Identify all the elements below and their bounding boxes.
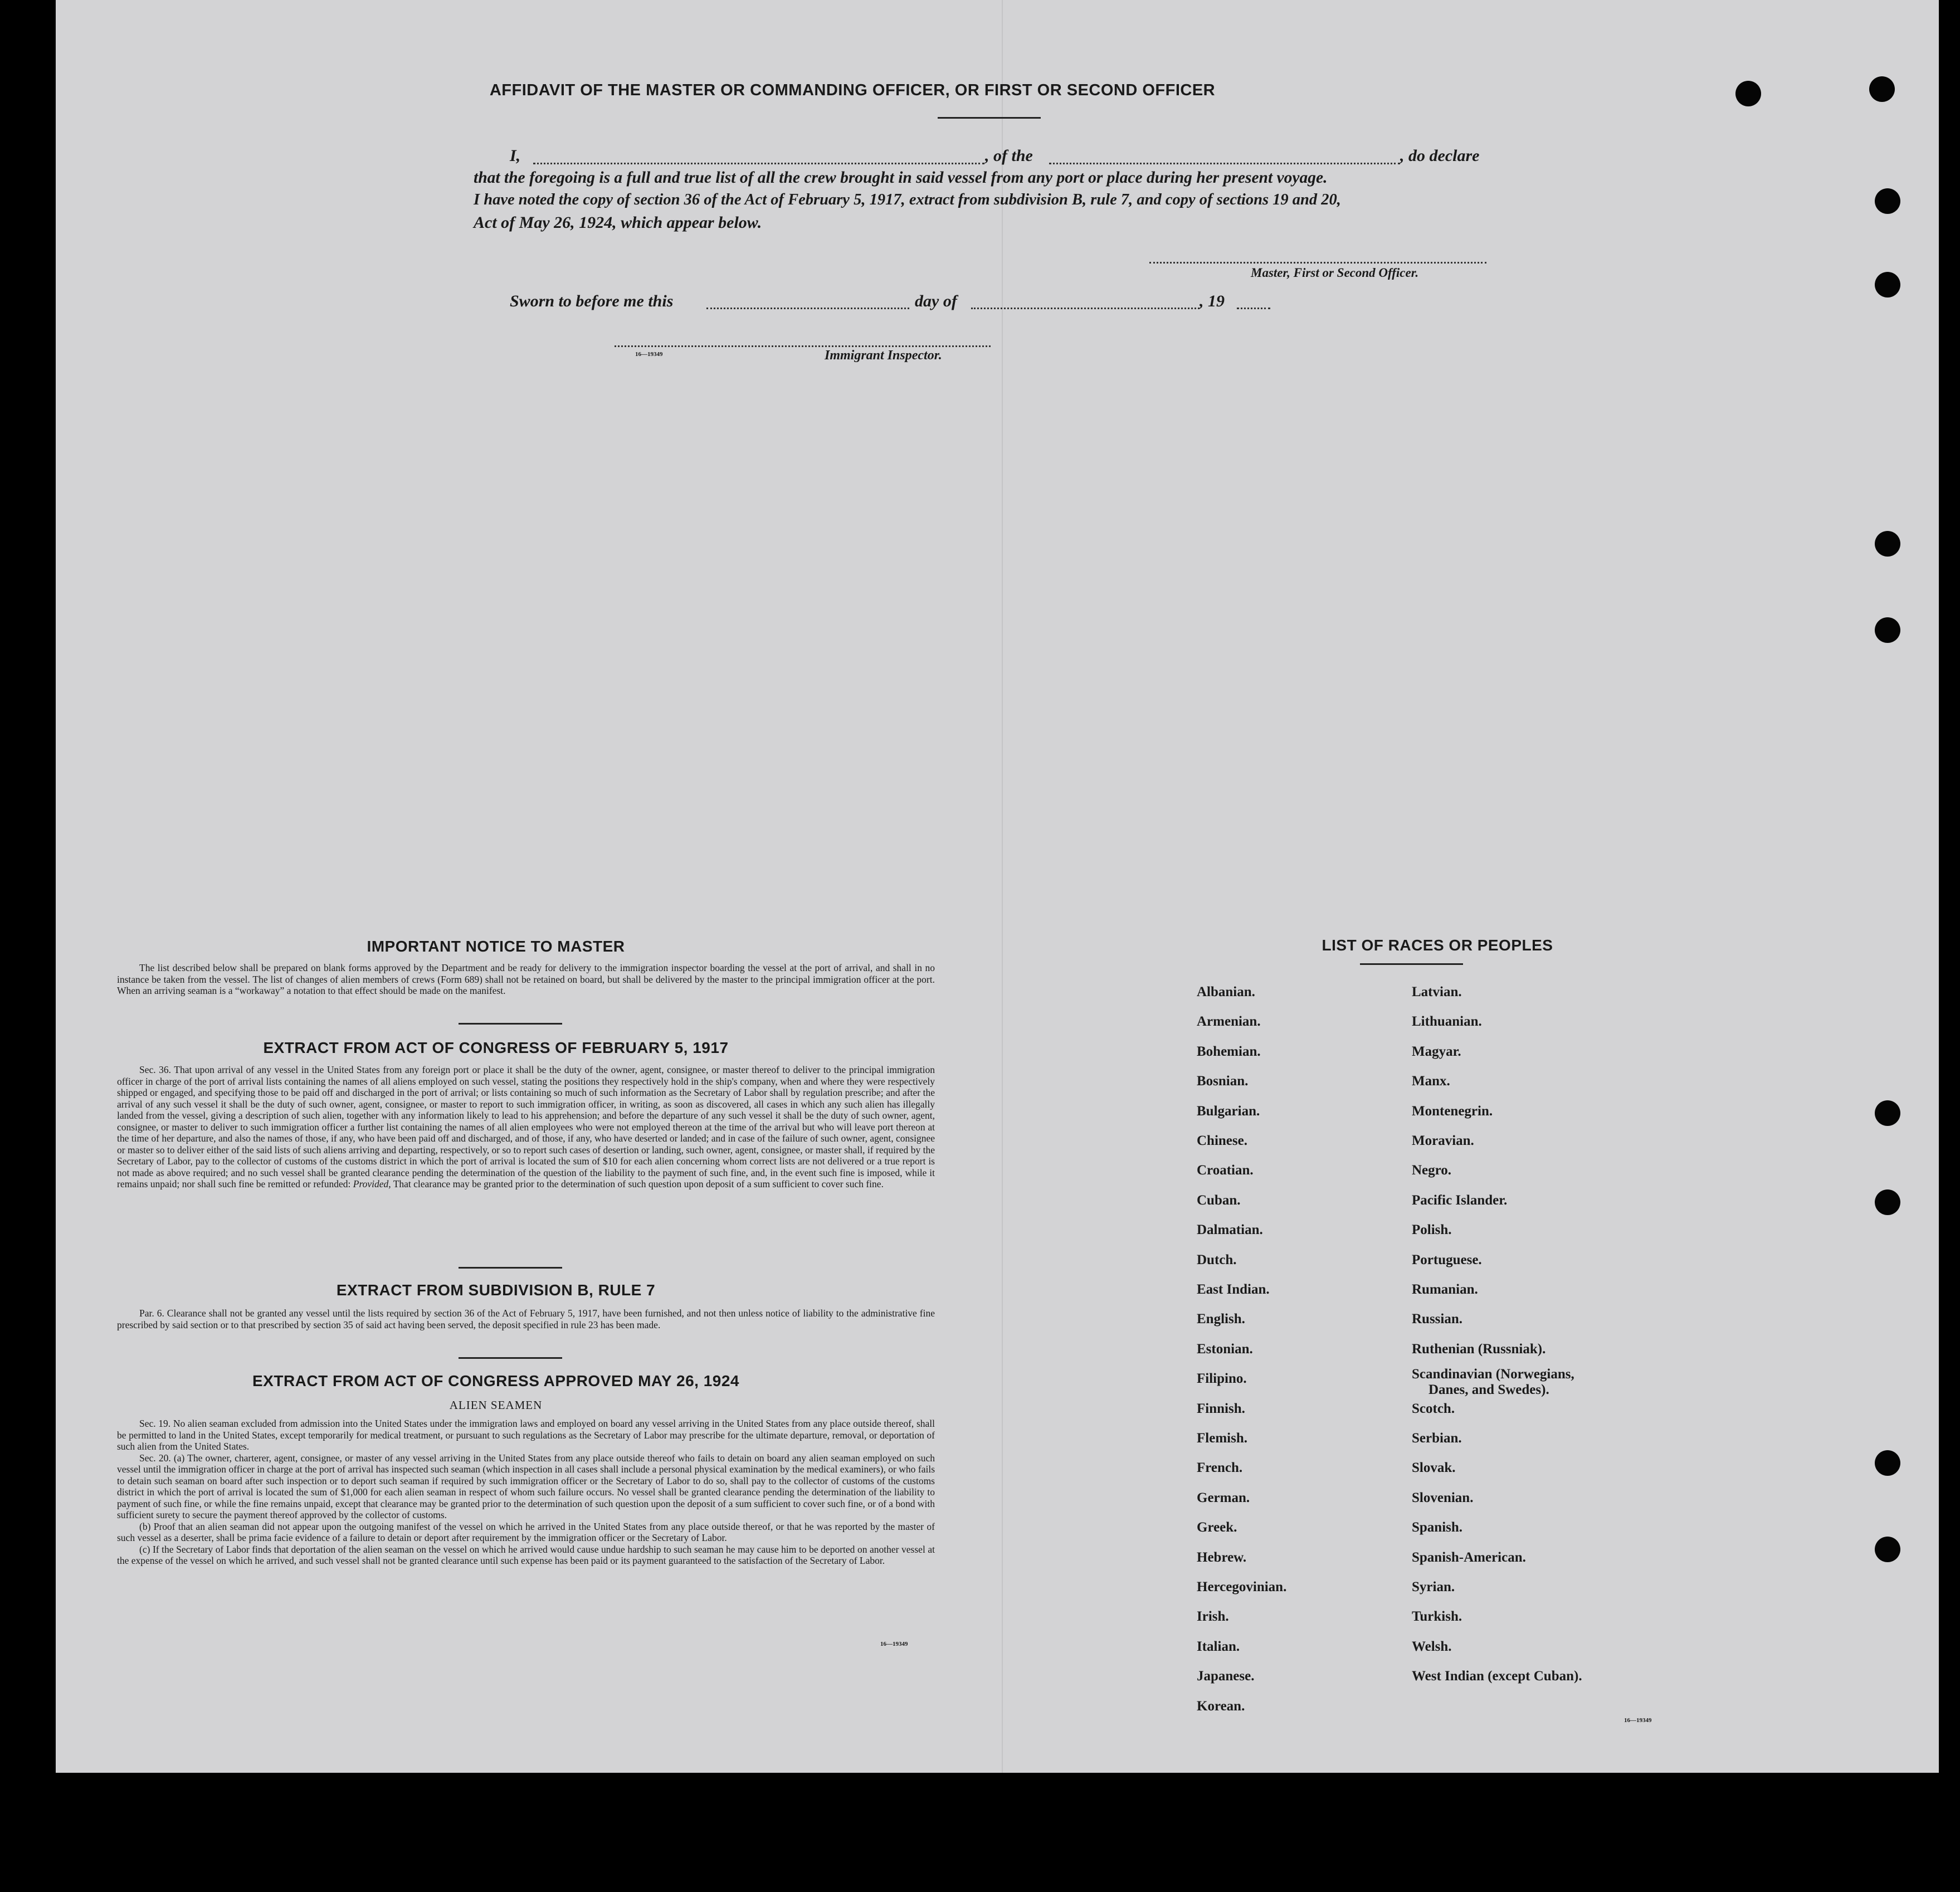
- race-item: Spanish.: [1412, 1520, 1463, 1535]
- affidavit-declare-label: , do declare: [1400, 147, 1480, 165]
- race-item: Slovenian.: [1412, 1490, 1474, 1505]
- affidavit-line-4: Act of May 26, 1924, which appear below.: [474, 213, 762, 232]
- race-item: Estonian.: [1197, 1341, 1253, 1357]
- signature-blank[interactable]: [1149, 262, 1486, 264]
- race-item: Flemish.: [1197, 1431, 1247, 1446]
- race-item: Syrian.: [1412, 1579, 1455, 1594]
- binder-hole: [1875, 1450, 1900, 1476]
- sec-19-text: Sec. 19. No alien seaman excluded from admission into the United States under the immigration laws and employed on board any vessel arriving in the United States from any place outside thereof, shall be permitted to land in the United States, except temporarily for medical treatment, or pursuant to such regulations as the Secretary of Labor may prescribe for the ultimate departure, removal, or deportation of such alien from the United States.: [117, 1418, 935, 1452]
- race-item: Scotch.: [1412, 1401, 1455, 1416]
- races-rule: [1360, 963, 1463, 965]
- extract-1924-title: EXTRACT FROM ACT OF CONGRESS APPROVED MAY 26, 1924: [252, 1372, 739, 1389]
- extract-1917-rule: [459, 1267, 562, 1269]
- race-item: Montenegrin.: [1412, 1103, 1493, 1119]
- race-item: Russian.: [1412, 1311, 1463, 1327]
- inspector-label: Immigrant Inspector.: [825, 348, 942, 363]
- binder-hole: [1875, 617, 1900, 643]
- rule7-rule: [459, 1357, 562, 1359]
- document-sheet: [56, 0, 1939, 1773]
- race-item: Polish.: [1412, 1222, 1452, 1238]
- races-title: LIST OF RACES OR PEOPLES: [1322, 937, 1553, 954]
- affidavit-form-number: 16—19349: [635, 351, 663, 358]
- race-item: Welsh.: [1412, 1639, 1452, 1654]
- race-item: Dalmatian.: [1197, 1222, 1263, 1238]
- race-item: Manx.: [1412, 1074, 1450, 1089]
- race-item: Lithuanian.: [1412, 1014, 1482, 1030]
- race-item: Danes, and Swedes).: [1428, 1382, 1549, 1398]
- race-item: Hebrew.: [1197, 1549, 1247, 1565]
- race-item: French.: [1197, 1460, 1243, 1476]
- signature-label: Master, First or Second Officer.: [1251, 266, 1419, 280]
- race-item: Bohemian.: [1197, 1043, 1261, 1059]
- race-item: Armenian.: [1197, 1014, 1261, 1030]
- race-item: Croatian.: [1197, 1163, 1254, 1178]
- race-item: East Indian.: [1197, 1282, 1270, 1297]
- name-blank[interactable]: [533, 163, 984, 164]
- race-item: Korean.: [1197, 1698, 1245, 1714]
- extract-1917-text: [117, 1064, 935, 1190]
- race-item: German.: [1197, 1490, 1250, 1505]
- extract-1917-title: EXTRACT FROM ACT OF CONGRESS OF FEBRUARY 5, 1917: [263, 1039, 729, 1056]
- race-item: Chinese.: [1197, 1133, 1247, 1148]
- race-item: English.: [1197, 1311, 1245, 1327]
- race-item: Finnish.: [1197, 1401, 1245, 1416]
- race-item: West Indian (except Cuban).: [1412, 1669, 1582, 1684]
- sec-20b-text: (b) Proof that an alien seaman did not appear upon the outgoing manifest of the vessel on which he arrived in the United States from any place outside thereof, or that he was reported by the master of such vessel as a deserter, shall be prima facie evidence of a failure to detain or deport after requirement by the immigration officer or the Secretary of Labor.: [117, 1520, 935, 1543]
- race-item: Filipino.: [1197, 1371, 1247, 1387]
- notice-rule: [459, 1023, 562, 1025]
- sworn-year-blank[interactable]: [1237, 308, 1270, 309]
- race-item: Moravian.: [1412, 1133, 1474, 1148]
- binder-hole: [1875, 188, 1900, 214]
- binder-hole: [1735, 81, 1761, 106]
- race-item: Ruthenian (Russniak).: [1412, 1341, 1546, 1357]
- sec-20a-text: Sec. 20. (a) The owner, charterer, agent, consignee, or master of any vessel arriving in the United States from any place outside thereof who fails to detain on board any alien seaman employed on such vessel until the immigration officer in charge at the port of arrival has inspected such seaman (which inspection in all cases shall include a personal physical examination by the medical examiners), or who fails to detain such seaman on board after such inspection or to deport such seaman if required by such immigration officer or the Secretary of Labor to do so, shall pay to the collector of customs of the customs district in which the port of arrival is located the sum of $1,000 for each alien seaman in respect of whom such failure occurs. No vessel shall be granted clearance pending the determination of the liability to payment of such fine, or while the fine remains unpaid, except that clearance may be granted prior to the determination of such question upon the deposit of a sum sufficient to cover such fine, or of a bond with sufficient surety to secure the payment thereof approved by the collector of customs.: [117, 1452, 935, 1520]
- affidavit-line-3: I have noted the copy of section 36 of the Act of February 5, 1917, extract from subdivision B, rule 7, and copy of sections 19 and 20,: [474, 191, 1341, 208]
- extract-form-number: 16—19349: [880, 1641, 908, 1647]
- fold-crease: [1002, 0, 1003, 1773]
- sworn-month-blank[interactable]: [971, 308, 1200, 309]
- race-item: Negro.: [1412, 1163, 1452, 1178]
- vessel-blank[interactable]: [1049, 163, 1400, 164]
- binder-hole: [1875, 1537, 1900, 1562]
- binder-hole: [1869, 76, 1895, 102]
- affidavit-title: AFFIDAVIT OF THE MASTER OR COMMANDING OFFICER, OR FIRST OR SECOND OFFICER: [489, 81, 1216, 99]
- binder-hole: [1875, 1189, 1900, 1215]
- race-item: Bulgarian.: [1197, 1103, 1260, 1119]
- race-item: Japanese.: [1197, 1669, 1255, 1684]
- binder-hole: [1875, 1100, 1900, 1126]
- provided-word: Provided,: [353, 1178, 391, 1189]
- race-item: Magyar.: [1412, 1043, 1461, 1059]
- race-item: Greek.: [1197, 1520, 1237, 1535]
- extract-1917-body: Sec. 36. That upon arrival of any vessel in the United States from any foreign port or place it shall be the duty of the owner, agent, consignee, or master thereof to deliver to the principal immigration officer in charge of the port of arrival lists containing the names of all aliens employed on such vessel, stating the positions they respectively hold in the ship's company, when and where they were respectively shipped or engaged, and specifying those to be paid off and discharged in the port of arrival; or lists containing so much of such information as the Secretary of Labor shall by regulation prescribe; and after the arrival of any such vessel it shall be the duty of such owner, agent, consignee, or master to report to such immigration officer, in writing, as soon as discovered, all cases in which any such alien has illegally landed from the vessel, giving a description of such alien, together with any information likely to lead to his apprehension; and before the departure of any such vessel it shall be the duty of such owner, agent, consignee, or master to deliver to such immigration officer a further list containing the names of all alien employees who were not employed thereon at the time of the arrival but who will leave port thereon at the time of her departure, and also the names of those, if any, who have been paid off and discharged, and of those, if any, who have deserted or landed; and in case of the failure of such owner, agent, consignee or master so to deliver either of the said lists of such aliens arriving and departing, respectively, or so to report such cases of desertion or landing, such owner, agent, consignee, or master shall, if required by the Secretary of Labor, pay to the collector of customs of the customs district in which the port of arrival is located the sum of $10 for each alien concerning whom correct lists are not delivered or a true report is not made as above required; and no such vessel shall be granted clearance pending the determination of the question of the liability to the payment of such fine, and, in the event such fine is imposed, while it remains unpaid; nor shall such fine be remitted or refunded:: [117, 1064, 935, 1189]
- notice-title: IMPORTANT NOTICE TO MASTER: [367, 938, 625, 955]
- binder-hole: [1875, 272, 1900, 298]
- inspector-signature-blank[interactable]: [615, 345, 991, 347]
- extract-1917-body-end: That clearance may be granted prior to the determination of such question upon deposit of a sum sufficient to cover such fine.: [393, 1178, 884, 1189]
- alien-seamen-subtitle: ALIEN SEAMEN: [449, 1398, 543, 1412]
- race-item: Slovak.: [1412, 1460, 1456, 1476]
- rule7-text: Par. 6. Clearance shall not be granted any vessel until the lists required by section 36 of the Act of February 5, 1917, have been furnished, and not then unless notice of liability to the administrative fine prescribed by said section or to that prescribed by section 35 of said act having been served, the deposit specified in rule 23 has been made.: [117, 1308, 935, 1330]
- binder-hole: [1875, 531, 1900, 557]
- race-item: Bosnian.: [1197, 1074, 1249, 1089]
- race-item: Italian.: [1197, 1639, 1240, 1654]
- rule7-title: EXTRACT FROM SUBDIVISION B, RULE 7: [336, 1281, 656, 1299]
- race-item: Albanian.: [1197, 984, 1255, 999]
- affidavit-line-2: that the foregoing is a full and true list of all the crew brought in said vessel from any port or place during her present voyage.: [474, 169, 1328, 187]
- year-label: , 19: [1200, 292, 1225, 310]
- race-item: Dutch.: [1197, 1252, 1237, 1267]
- race-item: Spanish-American.: [1412, 1549, 1526, 1565]
- sworn-label: Sworn to before me this: [510, 292, 674, 310]
- race-item: Pacific Islander.: [1412, 1192, 1508, 1208]
- race-item: Serbian.: [1412, 1431, 1462, 1446]
- title-underline: [938, 117, 1041, 119]
- race-item: Hercegovinian.: [1197, 1579, 1287, 1594]
- race-item: Latvian.: [1412, 984, 1462, 999]
- races-form-number: 16—19349: [1624, 1717, 1652, 1724]
- day-of-label: day of: [915, 292, 957, 310]
- sec-20c-text: (c) If the Secretary of Labor finds that deportation of the alien seaman on the vessel on which he arrived would cause undue hardship to such seaman he may cause him to be deported on another vessel at the expense of the vessel on which he arrived, and such vessel shall not be granted clearance until such expense has been paid or its payment guaranteed to the satisfaction of the Secretary of Labor.: [117, 1543, 935, 1566]
- notice-text: The list described below shall be prepared on blank forms approved by the Department and be ready for delivery to the immigration inspector boarding the vessel at the port of arrival, and shall in no instance be taken from the vessel. The list of changes of alien members of crews (Form 689) shall not be retained on board, but shall be delivered by the master to the principal immigration officer at the port. When an arriving seaman is a “workaway” a notation to that effect should be made on the manifest.: [117, 962, 935, 996]
- race-item: Cuban.: [1197, 1192, 1241, 1208]
- race-item: Irish.: [1197, 1609, 1229, 1625]
- affidavit-i-label: I,: [510, 147, 521, 165]
- affidavit-of-the-label: , of the: [985, 147, 1033, 165]
- race-item: Turkish.: [1412, 1609, 1462, 1625]
- race-item: Rumanian.: [1412, 1282, 1478, 1297]
- race-item: Scandinavian (Norwegians,: [1412, 1367, 1574, 1382]
- extract-1924-text: [117, 1418, 935, 1567]
- race-item: Portuguese.: [1412, 1252, 1482, 1267]
- sworn-day-blank[interactable]: [706, 308, 909, 309]
